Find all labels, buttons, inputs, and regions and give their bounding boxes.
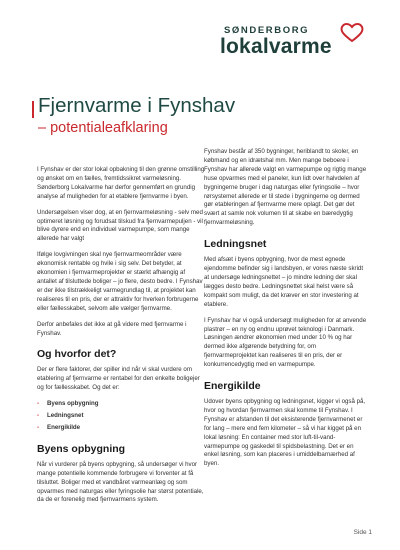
heart-icon [339,21,365,43]
heading-byens-opbygning: Byens opbygning [37,442,126,455]
page-subtitle: – potentialeafklaring [38,120,168,136]
intro-paragraph: I Fynshav er der stor lokal opbakning til den grønne omstilling og ønsket om en fælles, fremtidssikret varmeløsning. Sønderborg Lokalvarme har derfor gennemført en grundig analyse af muligheden for at etablere fjernvarme i byen. [37,166,205,200]
plastroer-paragraph: I Fynshav har vi også undersøgt muligheden for at anvende plastrør – en ny og endnu uprøvet teknologi i Danmark. Løsningen ændrer økonomien med under 10 % og har dermed ikke afgørende betydning for, om fjernvarmeprojektet kan realiseres til en pris, der er konkurrencedygtig med en varmepumpe. [204,316,367,369]
list-item: - Energikilde [37,423,81,431]
page-title: Fjernvarme i Fynshav [38,94,236,117]
legislation-paragraph: Ifølge lovgivningen skal nye fjernvarmeområder være økonomisk rentable og hvile i sig selv. Det betyder, at økonomien i fjernvarmeprojekter er stærkt afhængig af antallet af tilsluttede boliger – jo flere, desto bedre. I Fynshav er der ikke tilstrækkeligt varmegrundlag til, at projektet kan realiseres til en pris, der er attraktiv for hverken forbrugerne eller fællesskabet, selvom alle vælger fjernvarme. [37,251,203,312]
buildings-paragraph: Fynshav består af 350 bygninger, heriblandt to skoler, en købmand og en idrætshal mm. Men mange beboere i Fynshav har allerede valgt en varmepumpe og rigtig mange huse opvarmes med el paneler, kun lidt over halvdelen af bygningerne bruger i dag naturgas eller fyringsolie – hvor rørsystemet allerede er til stede i bygningerne og dermed gør etableringen af fjernvarme mere oplagt. Det gør det svært at samle nok volumen til at skabe en bæredygtig fjernvarmeløsning. [204,148,367,227]
heading-energikilde: Energikilde [204,380,261,393]
logo-main-text: lokalvarme [220,35,332,58]
logo-top-text: SØNDERBORG [224,25,310,36]
company-logo [220,25,370,57]
factors-list [37,400,205,433]
heading-ledningsnet: Ledningsnet [204,238,267,251]
ledningsnet-paragraph: Med afsæt i byens opbygning, hvor de mest egnede ejendomme befinder sig i landsbyen, er vores næste skridt at undersøge ledningsnettet – jo mindre ledning der skal lægges desto bedre. Ledningsnettet skal helst være så kompakt som muligt, da det kræver en stor investering at etablere. [204,256,364,308]
list-item: - Ledningsnet [37,412,84,420]
right-column [204,148,369,476]
page-number: Side 1 [353,529,372,536]
byens-paragraph: Når vi vurderer på byens opbygning, så undersøger vi hvor mange potentielle kommende forbrugere vi forventer at få tilsluttet. Boliger med et vandbåret varmeanlæg og som opvarmes med naturgas eller fyringsolie har størst potentiale, da de er forenelig med fjernvarmens system. [37,460,204,504]
energikilde-paragraph: Udover byens opbygning og ledningsnet, kigger vi også på, hvor og hvordan fjernvarmen skal komme til Fynshav. I Fynshav er afstanden til det eksisterende fjernvarmenet er for lang – mere end fem kilometer – så vi har kigget på en lokal løsning: En container med stor luft-til-vand-varmepumpe og gaskedel til spidsbelastning. Det er en enkel løsning, som kan placeres i umiddelbarnærhed af byen. [204,398,366,468]
list-item: - Byens opbygning [37,400,99,408]
heading-why: Og hvorfor det? [37,348,117,361]
left-column [37,166,205,512]
factors-paragraph: Der er flere faktorer, der spiller ind når vi skal vurdere om etablering af fjernvarme er rentabel for den enkelte boligejer og for fællesskabet. Og det er: [37,366,200,392]
survey-paragraph: Undersøgelsen viser dog, at en fjernvarmeløsning - selv med optimeret løsning og forudsat tilskud fra fjernvarmepuljen - vil blive dyrere end en individuel varmepumpe, som mange allerede har valgt [37,208,203,243]
title-accent-bar [32,101,34,118]
recommendation-paragraph: Derfor anbefales det ikke at gå videre med fjernvarme i Fynshav. [37,320,187,337]
